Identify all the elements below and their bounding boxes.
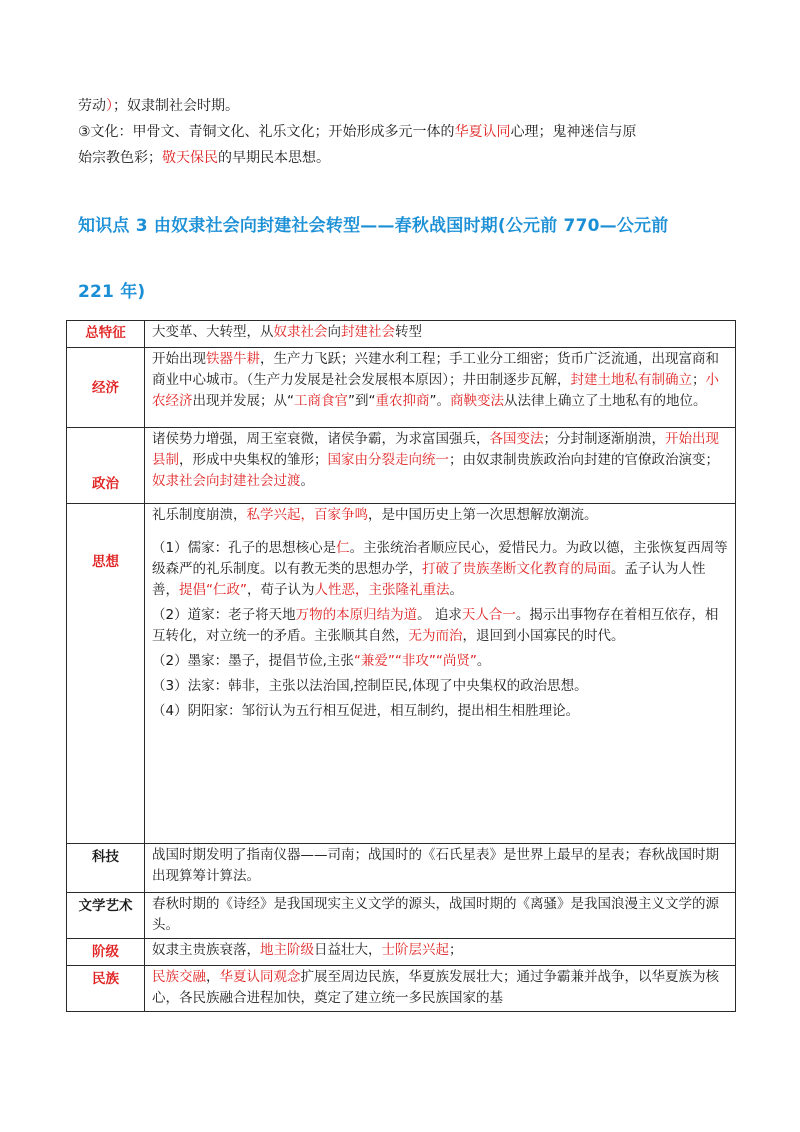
table-row: [67, 966, 736, 1012]
paragraph: [152, 894, 729, 936]
row-content: [145, 504, 736, 844]
text-segment: ，生产力飞跃；兴建水利工程；手工业分工细密；货币广泛流通，出现富商和商业中心城市。（生产力发展是社会发展根本原因）；井田制逐步瓦解，: [152, 351, 719, 388]
highlight-text: 铁器牛耕: [206, 351, 260, 367]
text-segment: 劳动: [78, 98, 106, 114]
text-segment: 。揭示出事物存在着相互依存，相互转化，对立统一的矛盾。主张顺其自然，: [152, 607, 719, 644]
section-heading-continued: 221 年): [78, 282, 146, 302]
text-segment: 战国时期发明了指南仪器——司南；战国时的《石氏星表》是世界上最早的星表；春秋战国时期出现算筹计算法。: [152, 847, 719, 884]
paragraph: [152, 505, 729, 526]
text-segment: 。: [476, 653, 491, 669]
text-segment: ；奴隶制社会时期。: [113, 98, 239, 114]
paragraph: [152, 429, 729, 492]
intro-line-3: [78, 147, 738, 169]
highlight-text: “兼爱”“非攻”“尚贤”: [353, 653, 477, 669]
highlight-text: 提倡“仁政”: [179, 582, 247, 598]
text-segment: 礼乐制度崩溃，: [152, 507, 247, 523]
row-label-text: 民族: [92, 971, 119, 987]
highlight-text: 华夏认同: [454, 124, 511, 140]
text-segment: 大变革、大转型，从: [152, 324, 274, 340]
text-segment: 的早期民本思想。: [218, 150, 330, 166]
paragraph: [152, 940, 729, 961]
text-segment: ；分封制逐渐崩溃，: [543, 431, 665, 447]
table-row: [67, 939, 736, 966]
table-row: [67, 321, 736, 348]
paragraph: [152, 322, 729, 343]
row-content: [145, 428, 736, 504]
text-segment: 。: [449, 582, 463, 598]
text-segment: ”。: [429, 393, 450, 409]
highlight-text: 天人合一: [461, 607, 516, 623]
highlight-text: 民族交融: [152, 969, 206, 985]
intro-line-2: [78, 121, 738, 143]
row-label: [67, 939, 145, 966]
text-segment: ；由奴隶制贵族政治向封建的官僚政治演变；: [449, 452, 719, 468]
highlight-text: 士阶层兴起: [381, 942, 449, 958]
text-segment: ，荀子认为: [247, 582, 315, 598]
row-content: [145, 966, 736, 1012]
text-segment: ；: [692, 372, 706, 388]
table-row: [67, 504, 736, 844]
highlight-text: 华夏认同观念: [219, 969, 301, 985]
paragraph: [152, 967, 729, 1009]
highlight-text: 各国变法: [489, 431, 544, 447]
text-segment: （2）道家：老子将天地: [152, 607, 296, 623]
text-segment: 转型: [395, 324, 422, 340]
highlight-text: 万物的本原归结为道: [295, 607, 418, 623]
paragraph: [152, 349, 729, 412]
row-label: [67, 844, 145, 893]
text-segment: （3）法家：韩非，主张以法治国,控制臣民,体现了中央集权的政治思想。: [152, 678, 588, 694]
row-label-text: 文学艺术: [78, 898, 133, 914]
section-heading: 知识点 3 由奴隶社会向封建社会转型——春秋战国时期(公元前 770—公元前: [78, 216, 669, 236]
highlight-text: 小农经济: [152, 372, 719, 409]
text-segment: 。主张统治者顺应民心，爱惜民力。为政以德，主张恢复西周等级森严的礼乐制度。以有教无类的思想办学，: [152, 540, 728, 577]
row-label: [67, 348, 145, 428]
text-segment: ，形成中央集权的雏形；: [179, 452, 328, 468]
paragraph: [152, 701, 729, 722]
row-label-text: 政治: [92, 476, 119, 492]
paragraph: [152, 676, 729, 697]
intro-line-1: [78, 95, 738, 117]
highlight-text: 地主阶级: [260, 942, 314, 958]
text-segment: ，退回到小国寡民的时代。: [462, 628, 625, 644]
highlight-text: 开始出现县制: [152, 431, 719, 468]
row-label: [67, 893, 145, 939]
row-label-text: 思想: [92, 554, 119, 570]
text-segment: 诸侯势力增强，周王室衰微，诸侯争霸，为求富国强兵，: [152, 431, 490, 447]
text-segment: 向: [327, 324, 341, 340]
text-segment: ③文化：甲骨文、青铜文化、礼乐文化；开始形成多元一体的: [78, 124, 455, 140]
text-segment: 扩展至周边民族，华夏族发展壮大；通过争霸兼并战争，以华夏族为核心，各民族融合进程加快，奠定了建立统一多民族国家的基: [152, 969, 719, 1006]
row-content: [145, 893, 736, 939]
text-segment: 出现并发展；从“: [192, 393, 294, 409]
text-segment: ，是中国历史上第一次思想解放潮流。: [368, 507, 598, 523]
highlight-text: 封建社会: [341, 324, 395, 340]
text-segment: 。孟子认为人性善，: [152, 561, 706, 598]
highlight-text: 国家由分裂走向统一: [327, 452, 449, 468]
row-label-text: 阶级: [92, 944, 119, 960]
row-label-text: 总特征: [85, 325, 126, 341]
table-row: [67, 893, 736, 939]
text-segment: （4）阴阳家：邹衍认为五行相互促进，相互制约，提出相生相胜理论。: [152, 703, 580, 719]
knowledge-table: [66, 320, 736, 1012]
highlight-text: 敬天保民: [162, 150, 218, 166]
row-content: [145, 348, 736, 428]
paragraph: [152, 605, 729, 647]
highlight-text: 无为而治: [408, 628, 463, 644]
text-segment: ，: [206, 969, 220, 985]
text-segment: 。: [300, 473, 314, 489]
highlight-text: 商鞅变法: [450, 393, 504, 409]
row-label-text: 经济: [92, 380, 119, 396]
text-segment: ”到“: [348, 393, 376, 409]
text-segment: 从法律上确立了土地私有的地位。: [504, 393, 707, 409]
row-label: [67, 428, 145, 504]
paragraph: [152, 845, 729, 887]
table-row: [67, 428, 736, 504]
row-content: [145, 844, 736, 893]
row-label-text: 科技: [92, 849, 119, 865]
text-segment: （1）儒家：孔子的思想核心是: [152, 540, 337, 556]
highlight-text: 重农抑商: [375, 393, 430, 409]
row-content: [145, 939, 736, 966]
highlight-text: 奴隶社会向封建社会过渡: [152, 473, 301, 489]
row-label: [67, 966, 145, 1012]
paragraph: [152, 651, 729, 672]
row-label: [67, 504, 145, 844]
text-segment: 心理；鬼神迷信与原: [510, 124, 637, 140]
text-segment: 日益壮大，: [314, 942, 382, 958]
highlight-text: 仁: [336, 540, 350, 556]
table-row: [67, 844, 736, 893]
text-segment: 开始出现: [152, 351, 206, 367]
highlight-text: 奴隶社会: [273, 324, 328, 340]
highlight-text: 封建土地私有制确立: [570, 372, 692, 388]
highlight-text: 工商食官: [294, 393, 348, 409]
text-segment: ；: [449, 942, 463, 958]
highlight-text: 人性恶，主张隆礼重法: [314, 582, 450, 598]
highlight-text: ）: [106, 98, 113, 114]
paragraph: [152, 538, 729, 601]
row-content: [145, 321, 736, 348]
highlight-text: 打破了贵族垄断文化教育的局面: [422, 561, 611, 577]
text-segment: 。 追求: [417, 607, 462, 623]
text-segment: 始宗教色彩；: [78, 150, 162, 166]
text-segment: （2）墨家：墨子，提倡节俭,主张: [152, 653, 354, 669]
highlight-text: 私学兴起，百家争鸣: [246, 507, 368, 523]
table-row: [67, 348, 736, 428]
text-segment: 奴隶主贵族衰落，: [152, 942, 260, 958]
row-label: [67, 321, 145, 348]
text-segment: 春秋时期的《诗经》是我国现实主义文学的源头，战国时期的《离骚》是我国浪漫主义文学的源头。: [152, 896, 719, 933]
